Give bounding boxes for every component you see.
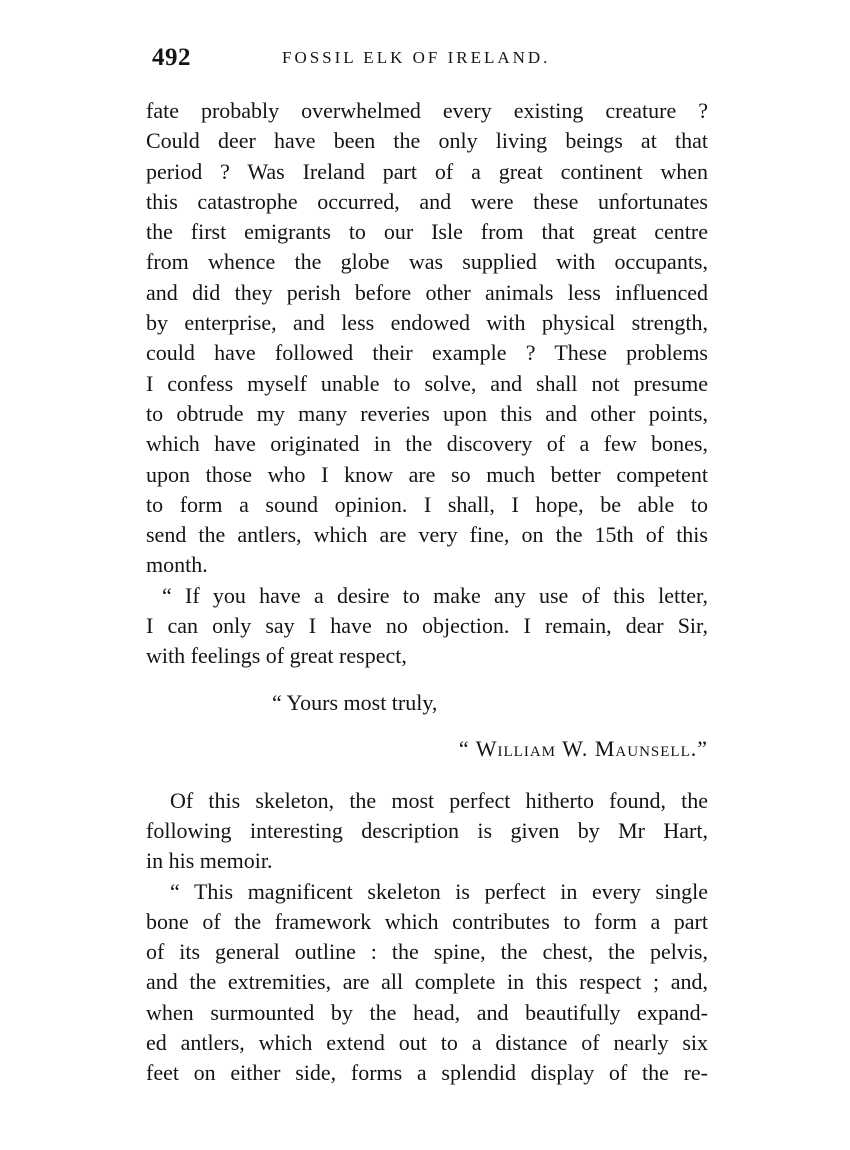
text-line: feet on either side, forms a splendid display of the re-: [146, 1060, 708, 1086]
text-line: to obtrude my many reveries upon this and other points,: [146, 400, 708, 426]
paragraph-skeleton-intro: [146, 786, 708, 877]
text-line: upon those who I know are so much better competent: [146, 461, 708, 487]
body-text: [146, 96, 708, 1089]
text-line: period ? Was Ireland part of a great continent when: [146, 158, 708, 184]
text-line: bone of the framework which contributes to form a part: [146, 908, 708, 934]
paragraph-letter-closing: [146, 581, 708, 672]
text-line: and did they perish before other animals less influenced: [146, 279, 708, 305]
text-line: when surmounted by the head, and beautifully expand-: [146, 999, 708, 1025]
text-line: with feelings of great respect,: [146, 643, 407, 669]
text-line: from whence the globe was supplied with occupants,: [146, 249, 708, 275]
paragraph-skeleton-description: [146, 877, 708, 1089]
text-line: to form a sound opinion. I shall, I hope, be able to: [146, 491, 708, 517]
letter-signature: “ William W. Maunsell.”: [458, 735, 708, 761]
text-line: Of this skeleton, the most perfect hitherto found, the: [170, 787, 708, 813]
text-line: month.: [146, 552, 208, 578]
text-line: send the antlers, which are very fine, on the 15th of this: [146, 522, 708, 548]
text-line: could have followed their example ? These problems: [146, 340, 708, 366]
text-line: by enterprise, and less endowed with physical strength,: [146, 310, 708, 336]
text-line: the first emigrants to our Isle from that great centre: [146, 219, 708, 245]
paragraph-letter-continuation: [146, 96, 708, 581]
text-line: of its general outline : the spine, the chest, the pelvis,: [146, 939, 708, 965]
text-line: following interesting description is given by Mr Hart,: [146, 817, 708, 843]
text-line: and the extremities, are all complete in this respect ; and,: [146, 969, 708, 995]
running-title: FOSSIL ELK OF IRELAND.: [282, 48, 551, 67]
text-line: which have originated in the discovery of a few bones,: [146, 431, 708, 457]
text-line: ed antlers, which extend out to a distance of nearly six: [146, 1030, 708, 1056]
text-line: “ If you have a desire to make any use of this letter,: [162, 582, 708, 608]
text-line: I confess myself unable to solve, and shall not presume: [146, 370, 708, 396]
text-line: Could deer have been the only living beings at that: [146, 128, 708, 154]
text-line: fate probably overwhelmed every existing creature ?: [146, 98, 708, 123]
text-line: “ This magnificent skeleton is perfect in every single: [170, 878, 708, 904]
text-line: I can only say I have no objection. I remain, dear Sir,: [146, 613, 708, 639]
text-line: in his memoir.: [146, 848, 273, 874]
letter-salutation: “ Yours most truly,: [272, 689, 438, 715]
page-number: 492: [152, 44, 191, 71]
text-line: this catastrophe occurred, and were these unfortunates: [146, 188, 708, 214]
running-head: [152, 44, 712, 74]
